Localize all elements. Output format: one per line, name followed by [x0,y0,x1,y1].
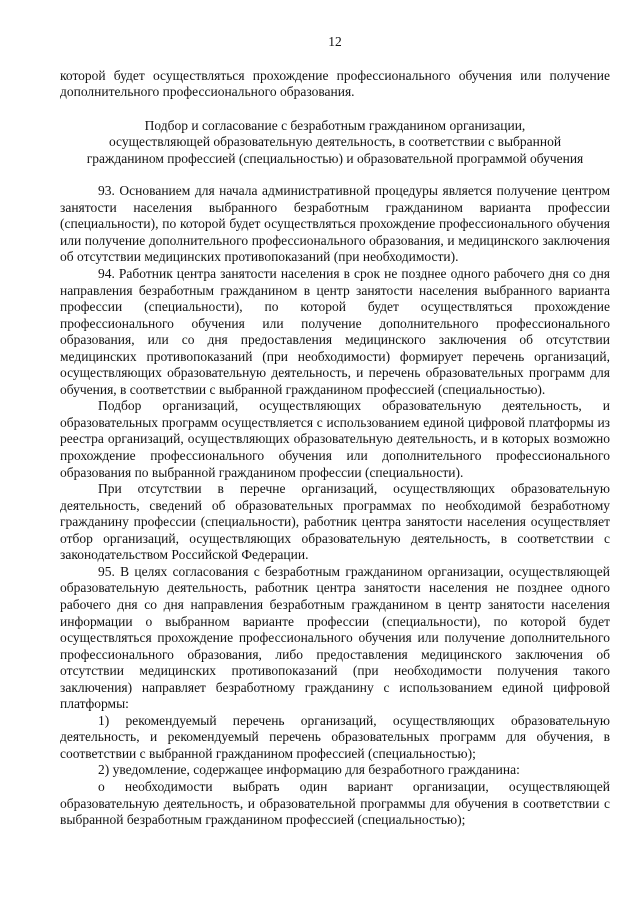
section-heading [60,118,610,168]
heading-line: гражданином профессией (специальностью) и образовательной программой обучения [86,150,584,166]
document-page [60,34,610,829]
heading-line: осуществляющей образовательную деятельность, в соответствии с выбранной [108,134,562,150]
list-subitem: о необходимости выбрать один вариант организации, осуществляющей образовательную деятельность, и образовательной программы для обучения в соответствии с выбранной безработным гражданином профессией (специальностью); [60,778,610,828]
paragraph-94: 94. Работник центра занятости населения в срок не позднее одного рабочего дня со дня направления безработным гражданином в центр занятости населения выбранного варианта профессии (специальности), по которой будет осуществляться прохождение профессионального обучения или получение дополнительного профессионального образования, или со дня предоставления медицинского заключения об отсутствии медицинских противопоказаний (при необходимости) формирует перечень организаций, осуществляющих образовательную деятельность, и перечень образовательных программ для обучения, в соответствии с выбранной гражданином профессией (специальностью). [60,266,610,397]
heading-line: Подбор и согласование с безработным гражданином организации, [144,117,526,133]
paragraph-95: 95. В целях согласования с безработным гражданином организации, осуществляющей образовательную деятельность, работник центра занятости населения не позднее одного рабочего дня со дня направления безработным гражданином в центр занятости населения информации о выбранном варианте профессии (специальности), по которой будет осуществляться прохождение профессионального обучения или получение дополнительного профессионального образования, либо предоставления медицинского заключения об отсутствии медицинских противопоказаний (при необходимости получения такого заключения) направляет безработному гражданину с использованием единой цифровой платформы: [60,563,610,712]
paragraph-selection: Подбор организаций, осуществляющих образовательную деятельность, и образовательных программ осуществляется с использованием единой цифровой платформы из реестра организаций, осуществляющих образовательную деятельность, и в которых возможно прохождение профессионального обучения или дополнительного профессионального образования по выбранной гражданином профессии (специальности). [60,398,610,480]
list-item-2: 2) уведомление, содержащее информацию для безработного гражданина: [98,762,520,778]
intro-paragraph: которой будет осуществляться прохождение профессионального обучения или получение дополнительного профессионального образования. [60,67,610,100]
paragraph-absence: При отсутствии в перечне организаций, осуществляющих образовательную деятельность, сведений об образовательных программах по необходимой безработному гражданину профессии (специальности), работник центра занятости населения осуществляет отбор организаций, осуществляющих образовательную деятельность, в соответствии с законодательством Российской Федерации. [60,481,610,563]
list-item-1: 1) рекомендуемый перечень организаций, осуществляющих образовательную деятельность, и рекомендуемый перечень образовательных программ для обучения, в соответствии с выбранной гражданином профессией (специальностью); [60,712,610,761]
page-number: 12 [328,34,342,49]
paragraph-93: 93. Основанием для начала административной процедуры является получение центром занятости населения выбранного безработным гражданином варианта профессии (специальности), по которой будет осуществляться прохождение профессионального обучения или получение дополнительного профессионального образования, и медицинского заключения об отсутствии медицинских противопоказаний (при необходимости). [60,183,610,265]
